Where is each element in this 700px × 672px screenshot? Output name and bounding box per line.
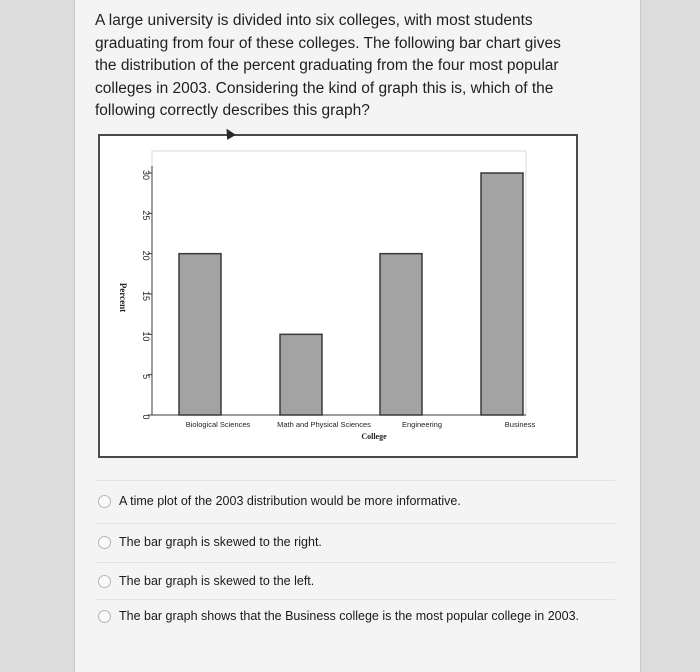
y-tick-label: 20 <box>141 250 151 261</box>
question-text: A large university is divided into six colleges, with most students graduating from four of these colleges. The following bar chart gives the distribution of the percent graduating from the four most popular colleges in 2003. Considering the kind of graph this is, which of the following correctly describes this graph? <box>95 12 561 119</box>
answer-option-label: The bar graph shows that the Business college is the most popular college in 2003. <box>119 609 579 623</box>
y-tick-label: 5 <box>141 374 151 380</box>
radio-button[interactable] <box>98 575 111 588</box>
answer-options <box>95 480 615 660</box>
radio-button[interactable] <box>98 536 111 549</box>
radio-button[interactable] <box>98 495 111 508</box>
x-tick-label: Business <box>504 420 536 429</box>
x-tick-label: Engineering <box>401 420 443 429</box>
x-tick-label: Biological Sciences <box>185 420 251 429</box>
answer-option-label: The bar graph is skewed to the left. <box>119 574 315 588</box>
answer-option-3[interactable] <box>95 562 615 599</box>
y-tick-label: 10 <box>141 331 151 342</box>
answer-option-2[interactable] <box>95 523 615 562</box>
answer-option-4[interactable] <box>95 599 615 660</box>
x-axis-label: College <box>361 432 387 441</box>
y-tick-label: 0 <box>141 414 151 420</box>
bar-chart <box>98 134 578 458</box>
answer-option-1[interactable] <box>95 480 615 523</box>
answer-option-label: The bar graph is skewed to the right. <box>119 535 322 549</box>
bar <box>380 254 422 415</box>
quiz-page <box>74 0 641 672</box>
bar <box>179 254 221 415</box>
chart-canvas <box>100 136 576 456</box>
bar <box>481 173 523 415</box>
x-tick-label: Math and Physical Sciences <box>277 420 371 429</box>
radio-button[interactable] <box>98 610 111 623</box>
bar <box>280 334 322 415</box>
y-tick-label: 30 <box>141 169 151 181</box>
y-tick-label: 25 <box>141 210 151 221</box>
y-tick-label: 15 <box>141 290 151 302</box>
answer-option-label: A time plot of the 2003 distribution would be more informative. <box>119 494 461 508</box>
y-axis-label: Percent <box>118 282 128 313</box>
